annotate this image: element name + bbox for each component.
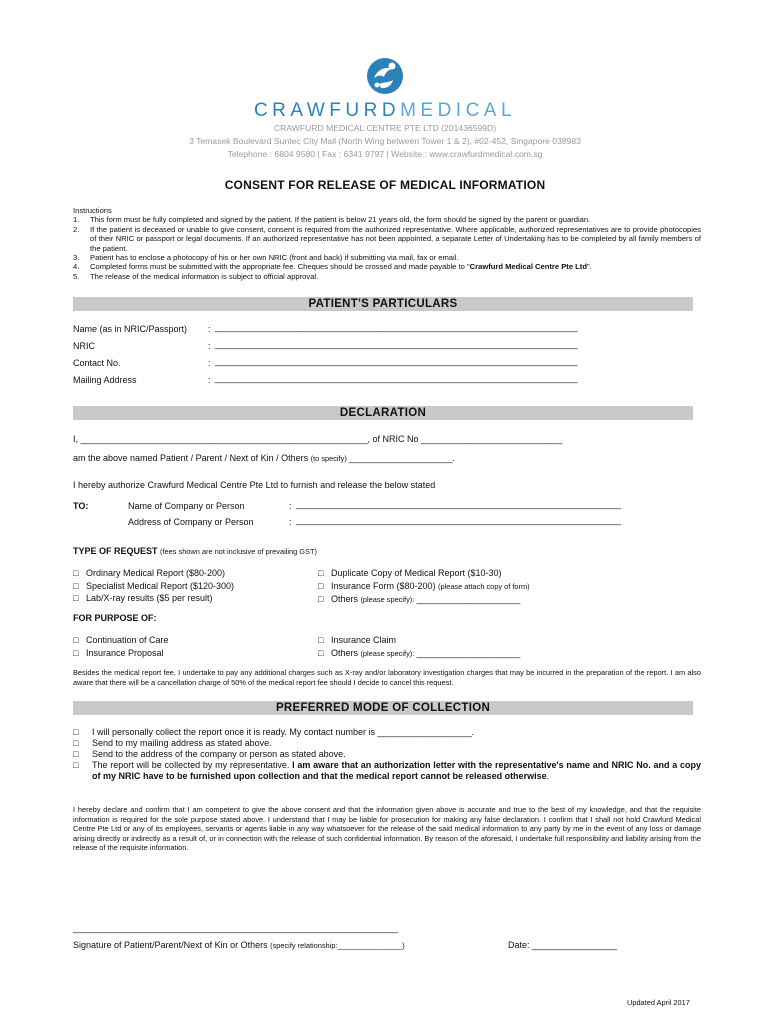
- collector-contact-field[interactable]: ____________________.: [377, 727, 474, 737]
- to-label: TO:: [73, 501, 89, 511]
- mailing-address-colon: :: [208, 375, 211, 385]
- checkbox[interactable]: □: [73, 568, 79, 578]
- company-address-colon: :: [289, 517, 292, 527]
- checkbox[interactable]: □: [318, 568, 324, 578]
- contact-field-label: Contact No.: [73, 358, 121, 368]
- request-heading: TYPE OF REQUEST (fees shown are not inclusive of prevailing GST): [73, 546, 317, 556]
- insurance-claim-option[interactable]: □ Insurance Claim: [318, 635, 396, 645]
- company-address-label: Address of Company or Person: [128, 517, 254, 527]
- instructions-heading: Instructions: [73, 206, 112, 215]
- checkbox[interactable]: □: [73, 760, 79, 770]
- declarant-line: I, _____________________________________________________________, of NRIC No ______________________________: [73, 434, 563, 444]
- checkbox[interactable]: □: [318, 594, 324, 604]
- crawfurd-logo-icon: [365, 56, 405, 96]
- checkbox[interactable]: □: [73, 749, 79, 759]
- contact-field-colon: :: [208, 358, 211, 368]
- others-purpose-field[interactable]: ______________________: [414, 647, 521, 658]
- request-options-left: [73, 567, 234, 605]
- declaration-section-heading: DECLARATION: [73, 406, 693, 420]
- checkbox[interactable]: □: [318, 647, 324, 658]
- insurance-proposal-option[interactable]: □ Insurance Proposal: [73, 647, 164, 658]
- ordinary-report-option[interactable]: □ Ordinary Medical Report ($80-200): [73, 568, 226, 578]
- instruction-item: 5. The release of the medical information is subject to official approval.: [73, 271, 319, 281]
- contact-field[interactable]: _____________________________________________________________________________: [215, 356, 578, 366]
- lab-xray-option[interactable]: □ Lab/X-ray results ($5 per result): [73, 593, 213, 603]
- mailing-address-label: Mailing Address: [73, 375, 137, 385]
- others-purpose-option[interactable]: □ Others (please specify): ______________________: [318, 647, 521, 658]
- checkbox[interactable]: □: [73, 580, 79, 591]
- request-options-right: [318, 567, 530, 607]
- duplicate-copy-option[interactable]: □ Duplicate Copy of Medical Report ($10-30): [318, 568, 502, 578]
- letterhead: [0, 56, 770, 161]
- declarant-nric-field[interactable]: ______________________________: [421, 434, 563, 444]
- updated-note: Updated April 2017: [627, 998, 690, 1007]
- company-name-field[interactable]: _____________________________________________________________________: [296, 499, 621, 509]
- instruction-item: 1. This form must be fully completed and signed by the patient. If the patient is below 21 years old, the form should be signed by the parent or guardian.: [73, 215, 591, 225]
- name-field[interactable]: _____________________________________________________________________________: [215, 322, 578, 332]
- purpose-heading: FOR PURPOSE OF:: [73, 613, 157, 623]
- continuation-of-care-option[interactable]: □ Continuation of Care: [73, 635, 169, 645]
- checkbox[interactable]: □: [73, 647, 79, 658]
- purpose-options-right: [318, 634, 520, 660]
- collection-section-heading: PREFERRED MODE OF COLLECTION: [73, 701, 693, 715]
- company-line: CRAWFURD MEDICAL CENTRE PTE LTD (201436599D): [273, 123, 497, 133]
- company-address-field[interactable]: _____________________________________________________________________: [296, 515, 621, 525]
- relationship-specify-field[interactable]: _________________): [337, 941, 405, 950]
- checkbox[interactable]: □: [73, 727, 79, 737]
- patient-section-heading: PATIENT'S PARTICULARS: [73, 297, 693, 311]
- nric-field-colon: :: [208, 341, 211, 351]
- page-title: CONSENT FOR RELEASE OF MEDICAL INFORMATION: [224, 178, 546, 192]
- checkbox[interactable]: □: [73, 593, 79, 603]
- checkbox[interactable]: □: [73, 635, 79, 645]
- self-collect-option[interactable]: □ I will personally collect the report once it is ready. My contact number is ____________________.: [73, 727, 474, 737]
- authorize-statement: I hereby authorize Crawfurd Medical Centre Pte Ltd to furnish and release the below stated: [73, 480, 436, 490]
- date-label: Date: __________________: [508, 940, 617, 950]
- relationship-field[interactable]: ______________________.: [348, 453, 455, 463]
- instruction-item: 4. Completed forms must be submitted with the appropriate fee. Cheques should be crossed and made payable to "Crawfurd Medical Centre Pte Ltd".: [73, 262, 592, 272]
- fees-note: Besides the medical report fee, I undertake to pay any additional charges such as X-ray and/or laboratory investigation charges that may be incurred in the preparation of the report. I am also aware that there will be a cancellation charge of 50% of the medical report fee should I decide to cancel this request.: [73, 668, 701, 687]
- final-declaration: I hereby declare and confirm that I am competent to give the above consent and that the information given above is accurate and true to the best of my knowledge, and that the requisite information is required for the sole purpose stated above. I understand that I may be liable for prosecution for making any false declaration. I confirm that I shall not hold Crawfurd Medical Centre Pte Ltd or any of its employees, servants or agents liable in any way whatsoever for the release of the said medical information to any party by me in the event of any loss or damage arising directly or indirectly as a result of, or in connection with the release of such confidential information. By reason of the aforesaid, I undertake full responsibility and liability arising from the release of the requisite information.: [73, 805, 701, 853]
- brand-name: CRAWFURDMEDICAL: [253, 100, 517, 121]
- mailing-address-field[interactable]: _____________________________________________________________________________: [215, 373, 578, 383]
- representative-option[interactable]: □ The report will be collected by my representative. I am aware that an authorization letter with the representative's name and NRIC No. and a copy of my NRIC have to be furnished upon collection and that the medical report cannot be released otherwise.: [73, 760, 702, 781]
- name-field-colon: :: [208, 324, 211, 334]
- others-request-field[interactable]: ______________________: [414, 594, 521, 604]
- collection-options: [73, 727, 701, 782]
- contact-line: Telephone : 6804 9580 | Fax : 6341 9797 | Website : www.crawfurdmedical.com.sg: [227, 149, 543, 159]
- address-line: 3 Temasek Boulevard Suntec City Mall (North Wing between Tower 1 & 2), #02-452, Singapore 038983: [189, 136, 581, 146]
- checkbox[interactable]: □: [73, 738, 79, 748]
- purpose-options-left: [73, 634, 169, 659]
- mail-option[interactable]: □ Send to my mailing address as stated above.: [73, 738, 272, 748]
- checkbox[interactable]: □: [318, 635, 324, 645]
- relationship-line: am the above named Patient / Parent / Next of Kin / Others (to specify) ______________________.: [73, 453, 455, 463]
- others-request-option[interactable]: □ Others (please specify): ______________________: [318, 594, 521, 604]
- send-to-company-option[interactable]: □ Send to the address of the company or person as stated above.: [73, 749, 346, 759]
- date-field[interactable]: __________________: [532, 940, 617, 950]
- instructions: [73, 206, 701, 281]
- checkbox[interactable]: □: [318, 580, 324, 591]
- signature-label: Signature of Patient/Parent/Next of Kin or Others (specify relationship:_________________): [73, 940, 405, 950]
- name-field-label: Name (as in NRIC/Passport): [73, 324, 188, 334]
- company-name-colon: :: [289, 501, 292, 511]
- insurance-form-option[interactable]: □ Insurance Form ($80-200) (please attach copy of form): [318, 580, 530, 591]
- declarant-name-field[interactable]: _____________________________________________________________: [80, 434, 368, 444]
- instruction-item: 2. If the patient is deceased or unable to give consent, consent is required from the authorized representative. Where applicable, authorized representatives are to provide photocopies of their NRIC or passport or legal documents. If an authorized representative has not been appointed, a separate Letter of Undertaking has to be completed by all family members of the patient.: [73, 224, 701, 253]
- instruction-item: 3. Patient has to enclose a photocopy of his or her own NRIC (front and back) if submitting via mail, fax or email.: [73, 253, 459, 263]
- specialist-report-option[interactable]: □ Specialist Medical Report ($120-300): [73, 580, 235, 591]
- nric-field-label: NRIC: [73, 341, 95, 351]
- nric-field[interactable]: _____________________________________________________________________________: [215, 339, 578, 349]
- signature-field[interactable]: _____________________________________________________________________: [73, 923, 398, 933]
- company-name-label: Name of Company or Person: [128, 501, 245, 511]
